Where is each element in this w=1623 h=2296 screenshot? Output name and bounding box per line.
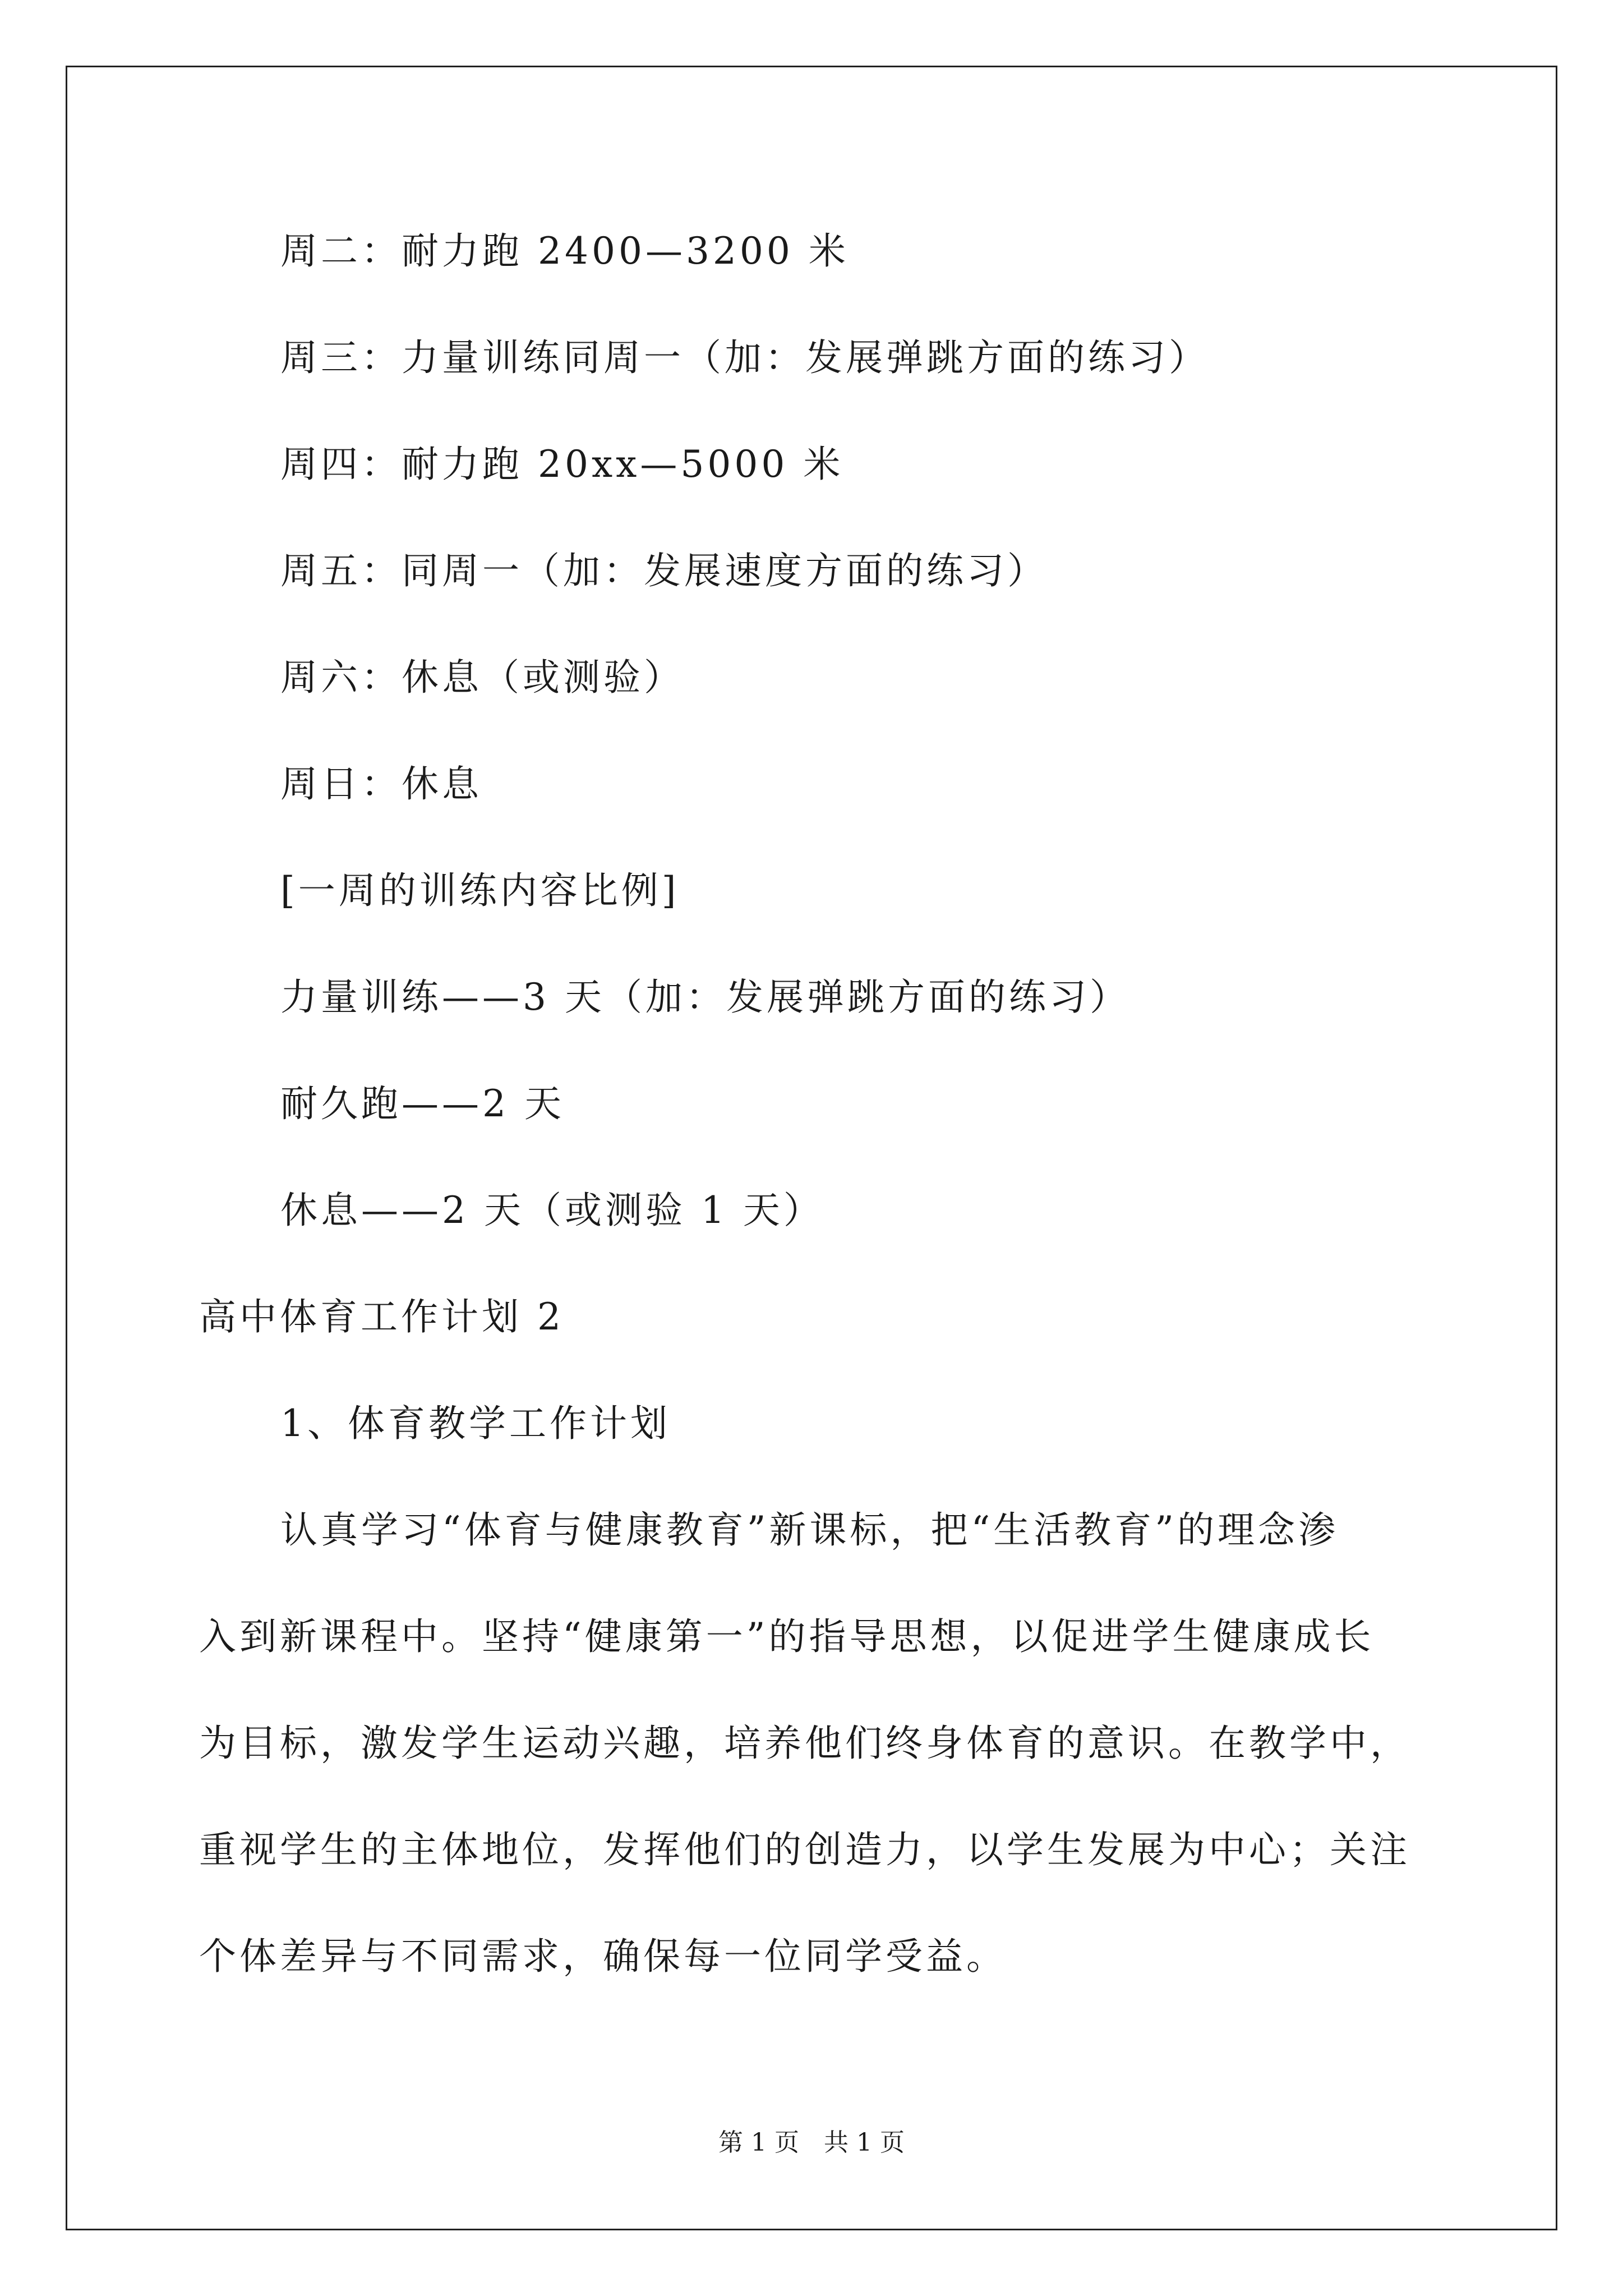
paragraph-line: 重视学生的主体地位，发挥他们的创造力，以学生发展为中心；关注 bbox=[199, 1828, 1410, 1871]
page-frame bbox=[66, 66, 1557, 2230]
section-title: 高中体育工作计划 2 bbox=[199, 1295, 564, 1338]
ratio-heading: [一周的训练内容比例] bbox=[280, 869, 680, 912]
schedule-line-thursday: 周四：耐力跑 20xx—5000 米 bbox=[280, 443, 844, 486]
page-footer: 第 1 页 共 1 页 bbox=[718, 2128, 905, 2157]
ratio-line-strength: 力量训练——3 天（加：发展弹跳方面的练习） bbox=[280, 976, 1130, 1019]
ratio-line-rest: 休息——2 天（或测验 1 天） bbox=[280, 1189, 824, 1232]
schedule-line-saturday: 周六：休息（或测验） bbox=[280, 656, 684, 699]
schedule-line-wednesday: 周三：力量训练同周一（加：发展弹跳方面的练习） bbox=[280, 336, 1209, 379]
paragraph-line: 为目标，激发学生运动兴趣，培养他们终身体育的意识。在教学中， bbox=[199, 1722, 1410, 1765]
schedule-line-tuesday: 周二：耐力跑 2400—3200 米 bbox=[280, 229, 849, 273]
schedule-line-friday: 周五：同周一（加：发展速度方面的练习） bbox=[280, 549, 1048, 592]
schedule-line-sunday: 周日：休息 bbox=[280, 762, 482, 806]
paragraph-line: 入到新课程中。坚持“健康第一”的指导思想，以促进学生健康成长 bbox=[199, 1615, 1375, 1658]
ratio-line-endurance: 耐久跑——2 天 bbox=[280, 1082, 565, 1125]
subheading: 1、体育教学工作计划 bbox=[280, 1402, 671, 1445]
paragraph-line: 认真学习“体育与健康教育”新课标，把“生活教育”的理念渗 bbox=[280, 1508, 1339, 1552]
paragraph-line: 个体差异与不同需求，确保每一位同学受益。 bbox=[199, 1935, 1007, 1978]
